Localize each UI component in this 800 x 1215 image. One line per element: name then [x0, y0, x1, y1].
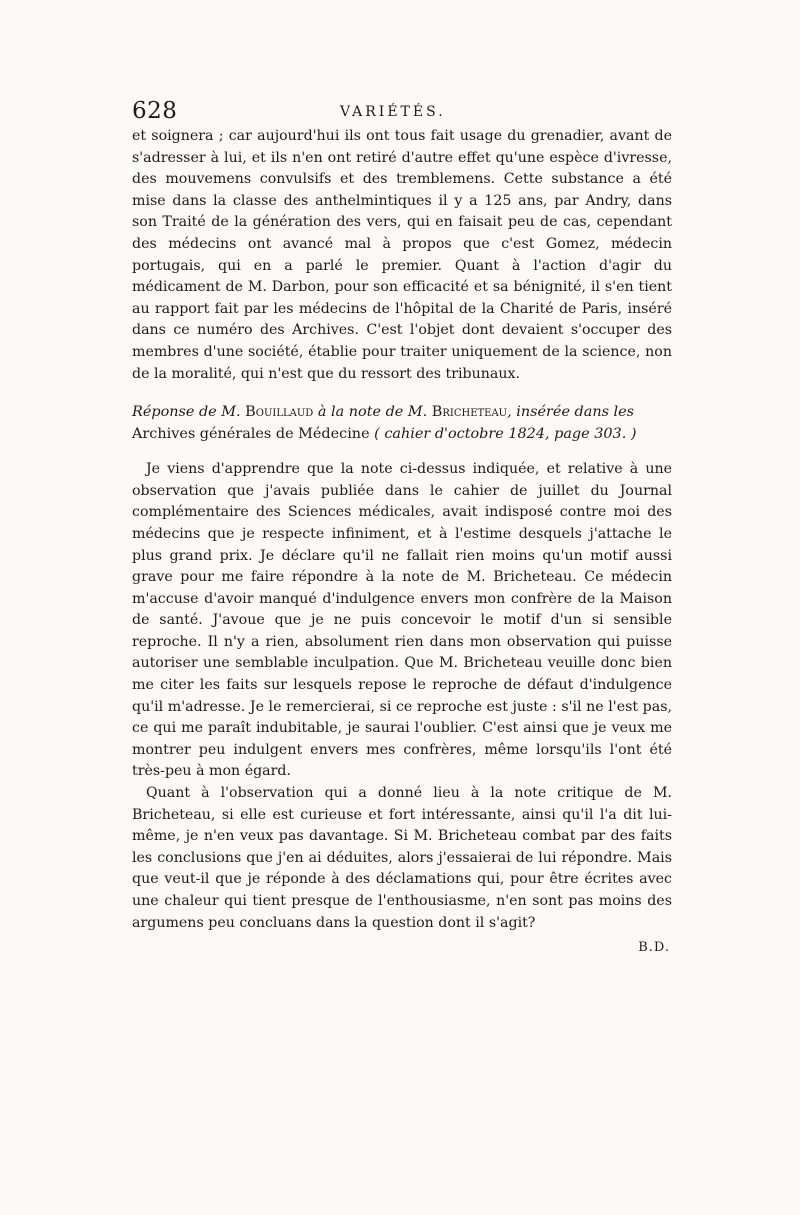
heading-critic-name: Bricheteau	[431, 404, 508, 421]
heading-part-2: à la note de M.	[313, 404, 432, 421]
reply-paragraph-2: Quant à l'observation qui a donné lieu à la note critique de M. Bricheteau, si elle est curieuse et fort intéressante, ainsi qu'il l'a dit lui-même, je n'en veux pas davantage. Si M. Bricheteau combat par des faits les conclusions que j'en ai déduites, alors j'essaierai de lui répondre. Mais que veut-il que je réponde à des déclamations qui, pour être écrites avec une chaleur qui tient presque de l'enthousiasme, n'en sont pas moins des argumens peu concluans dans la question dont il s'agit?	[132, 785, 672, 931]
heading-part-3: , insérée dans les	[507, 404, 635, 421]
paragraph-continuation: et soignera ; car aujourd'hui ils ont tous fait usage du grenadier, avant de s'adresser à lui, et ils n'en ont retiré d'autre effet qu'une espèce d'ivresse, des mouvemens convulsifs et des tremblemens. Cette substance a été mise dans la classe des anthelmintiques il y a 125 ans, par Andry, dans son Traité de la génération des vers, qui en faisait peu de cas, cependant des médecins ont avancé mal à propos que c'est Gomez, médecin portugais, qui en a parlé le premier. Quant à l'action d'agir du médicament de M. Darbon, pour son efficacité et sa bénignité, il s'en tient au rapport fait par les médecins de l'hôpital de la Charité de Paris, inséré dans ce numéro des Archives. C'est l'objet dont devaient s'occuper des membres d'une société, établie pour traiter uniquement de la science, non de la moralité, qui n'est que du ressort des tribunaux.	[132, 128, 672, 382]
running-title: VARIÉTÉS.	[340, 104, 446, 120]
section-heading	[132, 401, 672, 445]
heading-journal-title: Archives générales de Médecine	[132, 426, 370, 443]
signature: B.D.	[638, 940, 670, 956]
page-number: 628	[132, 98, 178, 124]
book-page	[132, 92, 672, 955]
heading-part-4: ( cahier d'octobre 1824, page 303. )	[369, 426, 637, 443]
heading-part-1: Réponse de M.	[132, 404, 246, 421]
heading-author-name: Bouillaud	[245, 404, 314, 421]
reply-paragraph-1: Je viens d'apprendre que la note ci-dessus indiquée, et relative à une observation que j'avais publiée dans le cahier de juillet du Journal complémentaire des Sciences médicales, avait indisposé contre moi des médecins que je respecte infiniment, et à l'estime desquels j'attache le plus grand prix. Je déclare qu'il ne fallait rien moins qu'un motif aussi grave pour me faire répondre à la note de M. Bricheteau. Ce médecin m'accuse d'avoir manqué d'indulgence envers mon confrère de la Maison de santé. J'avoue que je ne puis concevoir le motif d'un si sensible reproche. Il n'y a rien, absolument rien dans mon observation qui puisse autoriser une semblable inculpation. Que M. Bricheteau veuille donc bien me citer les faits sur lesquels repose le reproche de défaut d'indulgence qu'il m'adresse. Je le remercierai, si ce reproche est juste : s'il ne l'est pas, ce qui me paraît indubitable, je saurai l'oublier. C'est ainsi que je veux me montrer peu indulgent envers mes confrères, même lorsqu'ils l'ont été très-peu à mon égard.	[132, 461, 672, 780]
page-header	[132, 92, 672, 126]
